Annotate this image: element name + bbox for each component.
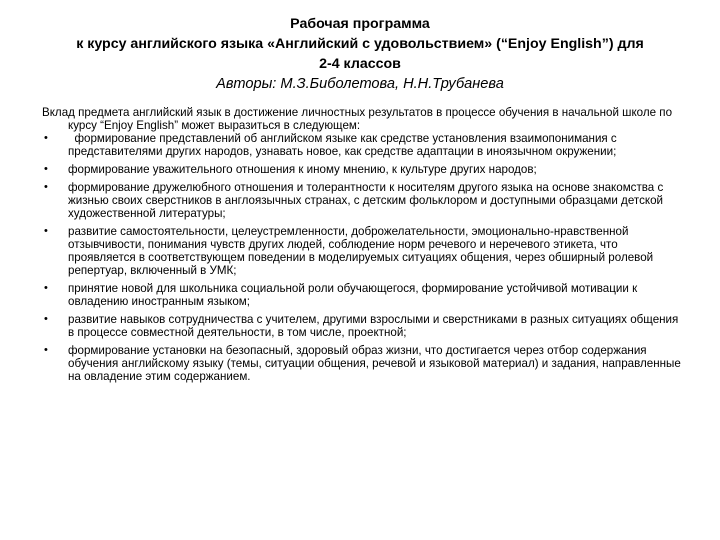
list-item (42, 163, 682, 176)
list-item-text: формирование представлений об английском языке как средстве установления взаимопонимания с представителями других народов, узнавать новое, как средстве адаптации в иноязычном окружении; (68, 132, 620, 158)
bullet-icon: • (44, 181, 48, 193)
bullet-icon: • (44, 282, 48, 294)
list-item (42, 132, 682, 158)
title-line-3: 2-4 классов (319, 56, 401, 72)
list-item-text: развитие навыков сотрудничества с учителем, другими взрослыми и сверстниками в разных ситуациях общения в процессе совместной деятельности, в том числе, проектной; (68, 313, 679, 339)
body-text (42, 106, 682, 388)
bullet-icon: • (44, 344, 48, 356)
authors: Авторы: М.З.Биболетова, Н.Н.Трубанева (216, 76, 504, 92)
title-block (30, 14, 690, 94)
bullet-icon: • (44, 163, 48, 175)
list-item (42, 313, 682, 339)
list-item-text: принятие новой для школьника социальной роли обучающегося, формирование устойчивой мотивации к овладению иностранным языком; (68, 282, 638, 308)
title-line-2: к курсу английского языка «Английский с удовольствием» (“Enjoy English”) для (76, 36, 644, 52)
list-item-text: развитие самостоятельности, целеустремленности, доброжелательности, эмоционально-нравственной отзывчивости, понимания чувств других людей, соблюдение норм речевого и неречевого этикета, что проявляется в соответствующем поведении в моделируемых ситуациях общения, через обширный ролевой репертуар, включенный в УМК; (68, 225, 654, 277)
bullet-list (42, 132, 682, 383)
list-item (42, 344, 682, 383)
list-item-text: формирование дружелюбного отношения и толерантности к носителям другого языка на основе знакомства с жизнью своих сверстников в англоязычных странах, с детским фольклором и доступными образцами детской художественной литературы; (68, 181, 664, 220)
intro-paragraph: Вклад предмета английский язык в достижение личностных результатов в процессе обучения в начальной школе по курсу “Enjoy English” может выразиться в следующем: (42, 106, 673, 132)
list-item (42, 225, 682, 277)
list-item (42, 282, 682, 308)
title-line-1: Рабочая программа (290, 16, 430, 32)
bullet-icon: • (44, 313, 48, 325)
list-item-text: формирование уважительного отношения к иному мнению, к культуре других народов; (68, 163, 537, 176)
list-item (42, 181, 682, 220)
bullet-icon: • (44, 225, 48, 237)
bullet-icon: • (44, 132, 48, 144)
list-item-text: формирование установки на безопасный, здоровый образ жизни, что достигается через отбор содержания обучения английскому языку (темы, ситуации общения, речевой и языковой материал) и задания, направленные на овладение этим содержанием. (68, 344, 681, 383)
